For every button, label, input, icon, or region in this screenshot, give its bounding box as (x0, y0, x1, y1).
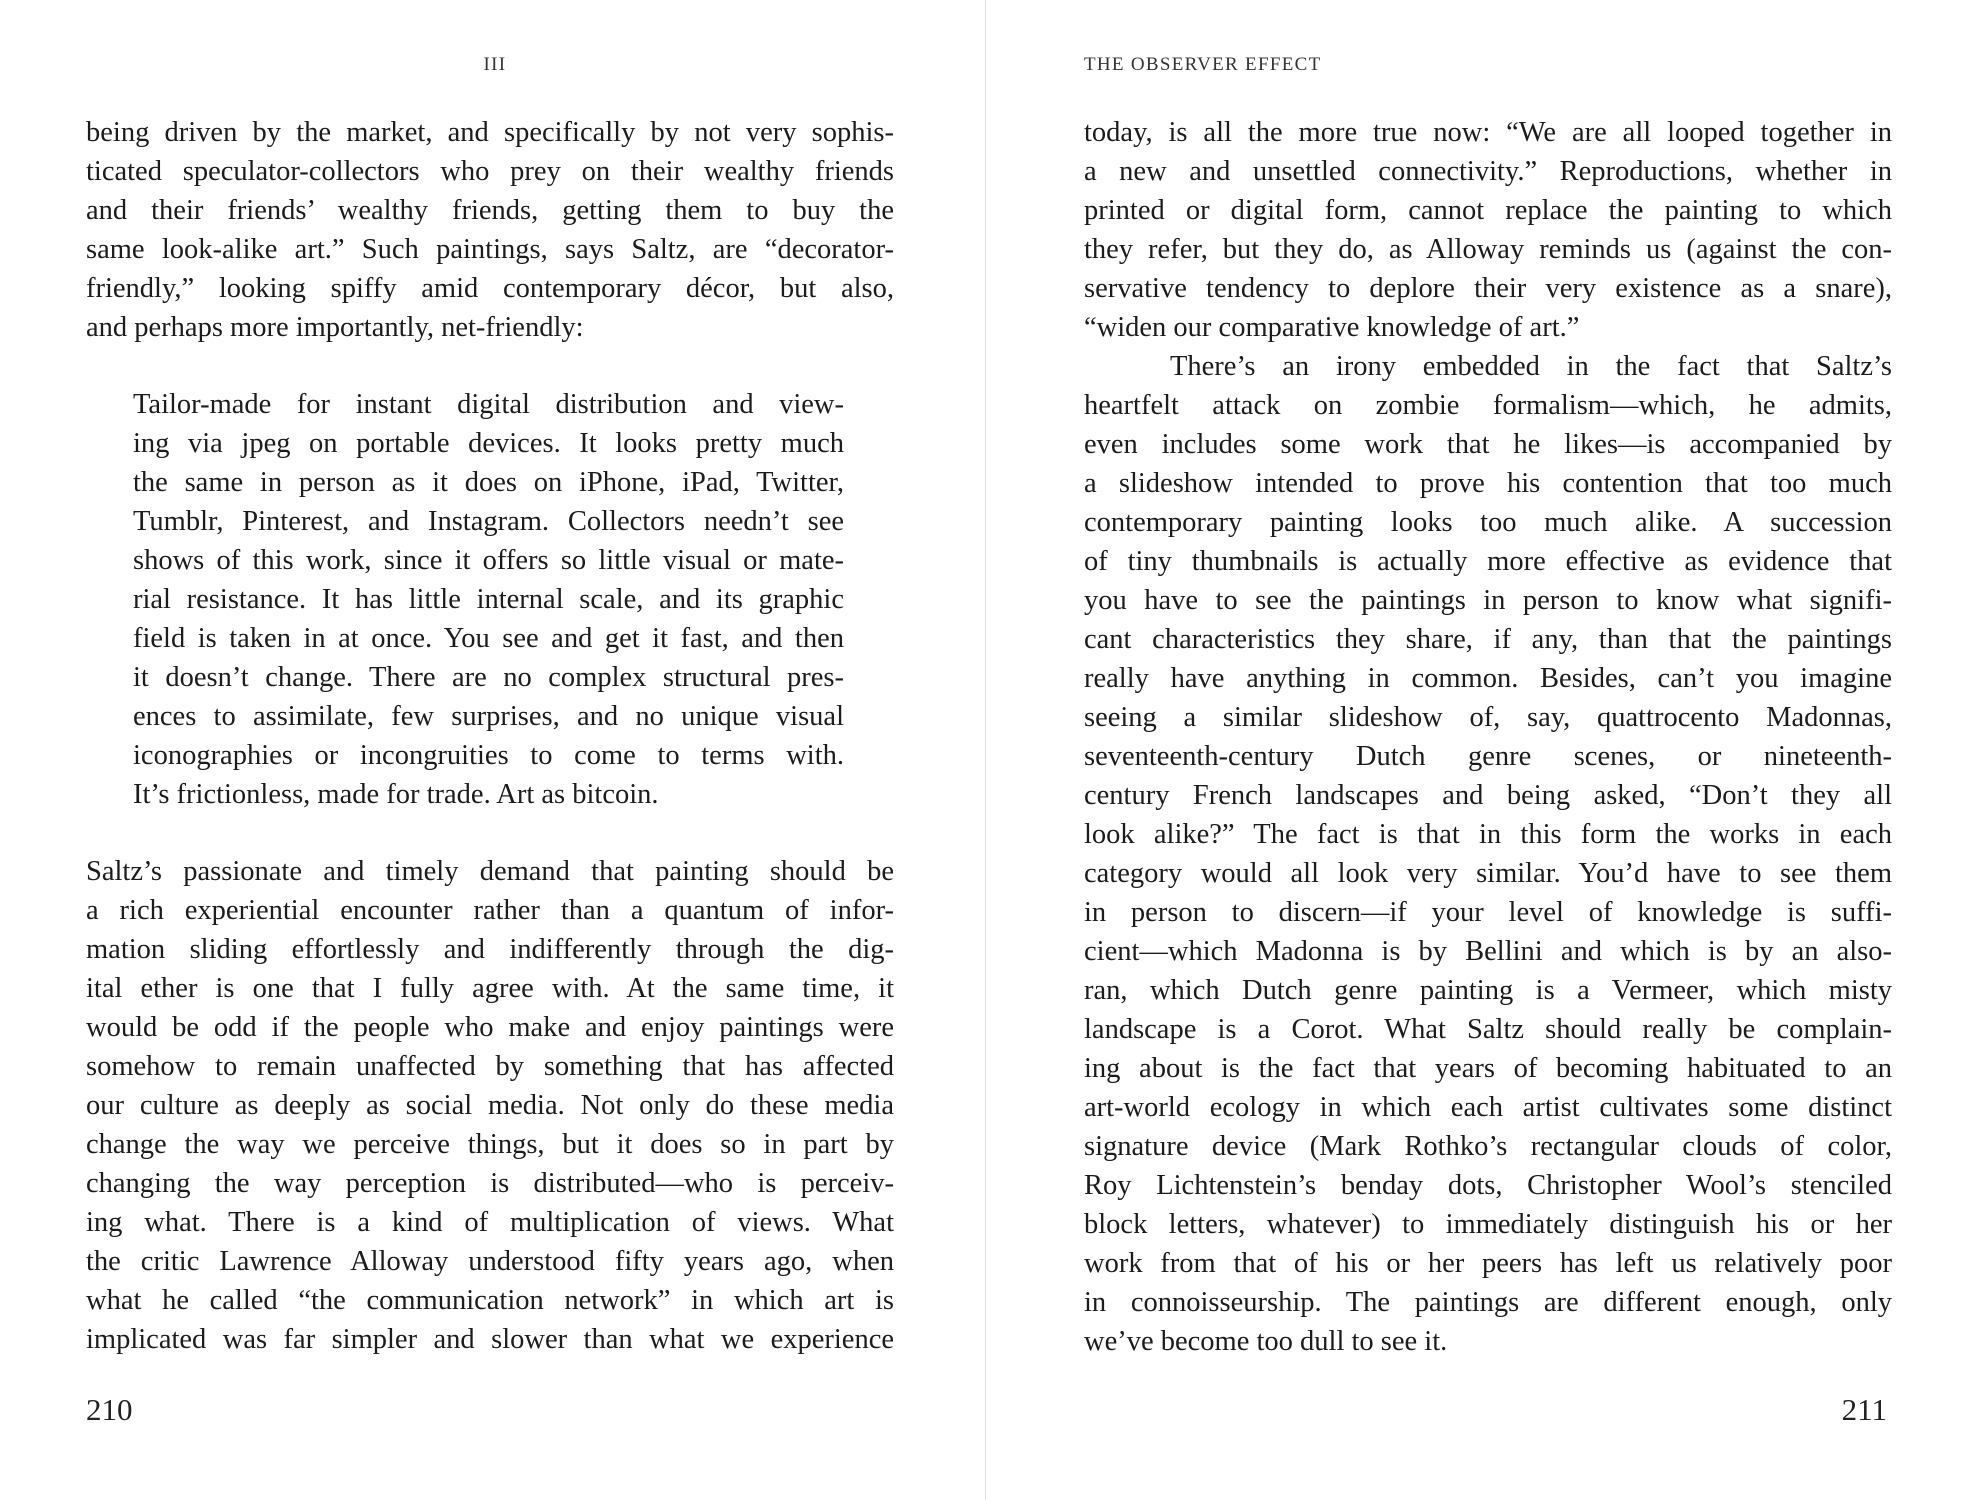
quote-line: shows of this work, since it offers so little visual or mate- (133, 545, 844, 576)
quote-line: ing via jpeg on portable devices. It looks pretty much (133, 428, 844, 459)
text-line: would be odd if the people who make and enjoy paintings were (86, 1012, 894, 1043)
paragraph (1084, 113, 1892, 347)
left-body-text (86, 113, 894, 1359)
text-line: same look-alike art.” Such paintings, says Saltz, are “decorator- (86, 234, 894, 265)
text-line: friendly,” looking spiffy amid contemporary décor, but also, (86, 273, 894, 304)
text-line: ticated speculator-collectors who prey on their wealthy friends (86, 156, 894, 187)
text-line: changing the way perception is distributed—who is perceiv- (86, 1168, 894, 1199)
text-line: really have anything in common. Besides, can’t you imagine (1084, 663, 1892, 694)
text-line: heartfelt attack on zombie formalism—which, he admits, (1084, 390, 1892, 421)
text-line: in person to discern—if your level of knowledge is suffi- (1084, 897, 1892, 928)
block-quote (86, 385, 894, 814)
text-line: Saltz’s passionate and timely demand that painting should be (86, 856, 894, 887)
text-line: ital ether is one that I fully agree with. At the same time, it (86, 973, 894, 1004)
text-line: ing about is the fact that years of becoming habituated to an (1084, 1053, 1892, 1084)
text-line: seventeenth-century Dutch genre scenes, or nineteenth- (1084, 741, 1892, 772)
text-line: cient—which Madonna is by Bellini and which is by an also- (1084, 936, 1892, 967)
text-line: There’s an irony embedded in the fact that Saltz’s (1170, 351, 1892, 382)
text-line: contemporary painting looks too much alike. A succession (1084, 507, 1892, 538)
text-line: in connoisseurship. The paintings are different enough, only (1084, 1287, 1892, 1318)
paragraph (1084, 347, 1892, 1361)
text-line: work from that of his or her peers has left us relatively poor (1084, 1248, 1892, 1279)
text-line: and perhaps more importantly, net-friendly: (86, 312, 584, 343)
quote-line: rial resistance. It has little internal scale, and its graphic (133, 584, 844, 615)
text-line: category would all look very similar. You’d have to see them (1084, 858, 1892, 889)
running-head-chapter: III (483, 54, 507, 75)
quote-line: It’s frictionless, made for trade. Art as bitcoin. (133, 779, 659, 810)
quote-line: Tumblr, Pinterest, and Instagram. Collectors needn’t see (133, 506, 844, 537)
text-line: change the way we perceive things, but it does so in part by (86, 1129, 894, 1160)
text-line: a slideshow intended to prove his contention that too much (1084, 468, 1892, 499)
text-line: implicated was far simpler and slower than what we experience (86, 1324, 894, 1355)
text-line: block letters, whatever) to immediately distinguish his or her (1084, 1209, 1892, 1240)
paragraph (86, 852, 894, 1359)
quote-line: it doesn’t change. There are no complex structural pres- (133, 662, 844, 693)
text-line: our culture as deeply as social media. Not only do these media (86, 1090, 894, 1121)
text-line: today, is all the more true now: “We are all looped together in (1084, 117, 1892, 148)
text-line: even includes some work that he likes—is accompanied by (1084, 429, 1892, 460)
quote-line: field is taken in at once. You see and get it fast, and then (133, 623, 844, 654)
text-line: seeing a similar slideshow of, say, quattrocento Madonnas, (1084, 702, 1892, 733)
text-line: look alike?” The fact is that in this form the works in each (1084, 819, 1892, 850)
text-line: cant characteristics they share, if any, than that the paintings (1084, 624, 1892, 655)
quote-line: the same in person as it does on iPhone, iPad, Twitter, (133, 467, 844, 498)
text-line: of tiny thumbnails is actually more effective as evidence that (1084, 546, 1892, 577)
text-line: mation sliding effortlessly and indifferently through the dig- (86, 934, 894, 965)
text-line: a rich experiential encounter rather than a quantum of infor- (86, 895, 894, 926)
paragraph (86, 113, 894, 347)
right-body-text (1084, 113, 1892, 1361)
page-number: 210 (86, 1392, 133, 1427)
quote-line: ences to assimilate, few surprises, and no unique visual (133, 701, 844, 732)
text-line: we’ve become too dull to see it. (1084, 1326, 1448, 1357)
text-line: you have to see the paintings in person to know what signifi- (1084, 585, 1892, 616)
page-number: 211 (1841, 1392, 1887, 1427)
text-line: what he called “the communication network” in which art is (86, 1285, 894, 1316)
running-head-title: THE OBSERVER EFFECT (1084, 54, 1322, 75)
text-line: a new and unsettled connectivity.” Reproductions, whether in (1084, 156, 1892, 187)
quote-line: iconographies or incongruities to come to terms with. (133, 740, 844, 771)
right-page (986, 0, 1969, 1500)
text-line: signature device (Mark Rothko’s rectangular clouds of color, (1084, 1131, 1892, 1162)
text-line: “widen our comparative knowledge of art.” (1084, 312, 1580, 343)
text-line: they refer, but they do, as Alloway reminds us (against the con- (1084, 234, 1892, 265)
text-line: printed or digital form, cannot replace the painting to which (1084, 195, 1892, 226)
text-line: the critic Lawrence Alloway understood fifty years ago, when (86, 1246, 894, 1277)
text-line: servative tendency to deplore their very existence as a snare), (1084, 273, 1892, 304)
text-line: ing what. There is a kind of multiplication of views. What (86, 1207, 894, 1238)
text-line: Roy Lichtenstein’s benday dots, Christopher Wool’s stenciled (1084, 1170, 1892, 1201)
text-line: and their friends’ wealthy friends, getting them to buy the (86, 195, 894, 226)
text-line: somehow to remain unaffected by something that has affected (86, 1051, 894, 1082)
quote-line: Tailor-made for instant digital distribution and view- (133, 389, 844, 420)
text-line: art-world ecology in which each artist cultivates some distinct (1084, 1092, 1892, 1123)
text-line: century French landscapes and being asked, “Don’t they all (1084, 780, 1892, 811)
text-line: landscape is a Corot. What Saltz should really be complain- (1084, 1014, 1892, 1045)
text-line: ran, which Dutch genre painting is a Vermeer, which misty (1084, 975, 1892, 1006)
text-line: being driven by the market, and specifically by not very sophis- (86, 117, 894, 148)
